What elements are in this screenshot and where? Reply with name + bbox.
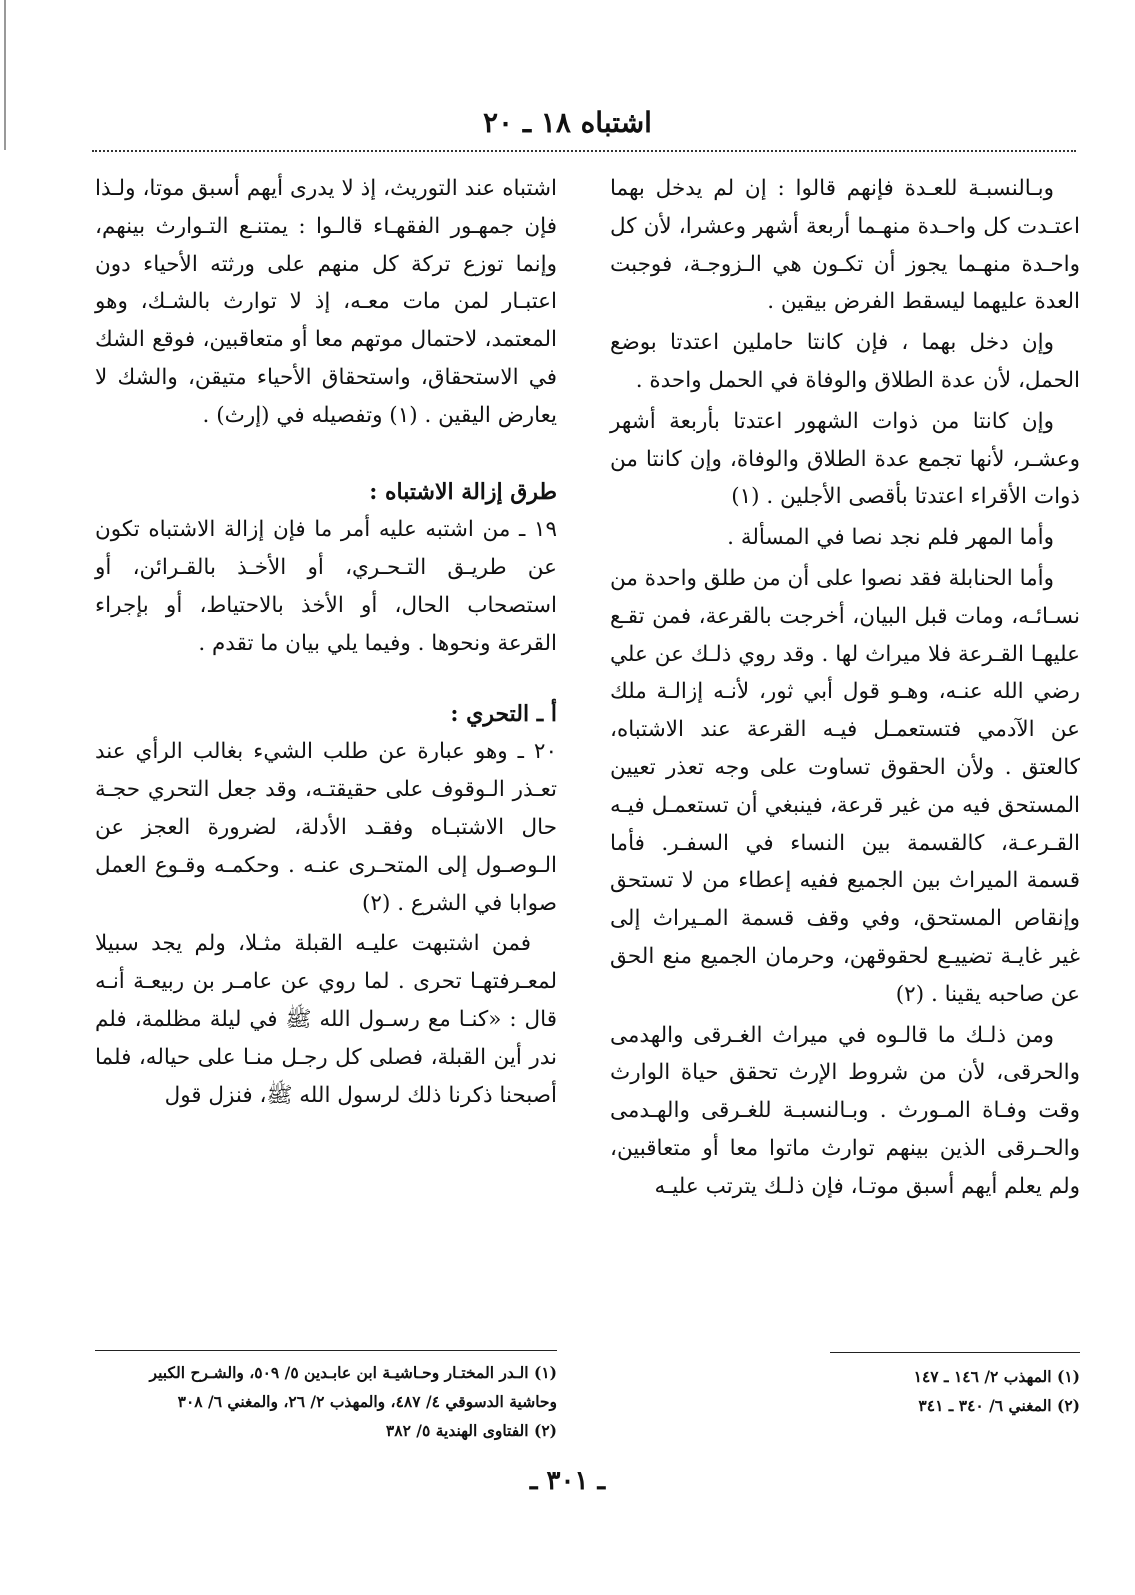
paragraph: وأما الحنابلة فقد نصوا على أن من طلق واحدة من نسـائـه، ومات قبل البيان، أخرجت بالقرعة، فمن تقـع عليهـا القـرعة فلا ميراث لها . وقد روي ذلـك عن علي رضي الله عنـه، وهـو قول أبي ثور، لأنـه إزالـة ملك عن الآدمي فتستعمـل فيـه القرعة عند الاشتباه، كالعتق . ولأن الحقوق تساوت على وجه تعذر تعيين المستحق فيه من غير قرعة، فينبغي أن تستعمـل فيـه القـرعـة، كالقسمة بين النساء في السفـر. فأما قسمة الميراث بين الجميع ففيه إعطاء من لا تستحق وإنقاص المستحق، وفي وقف قسمة المـيراث إلى غير غايـة تضييـع لحقوقهن، وحرمان الجميع منع الحق عن صاحبه يقينا . (٢): [610, 565, 1080, 1007]
footnote: (٢) الفتاوى الهندية ٥/ ٣٨٢: [385, 1421, 557, 1440]
paragraph: وأما المهر فلم نجد نصا في المسألة .: [727, 525, 1054, 551]
paragraph: وإن دخل بهما ، فإن كانتا حاملين اعتدتا بوضع الحمل، لأن عدة الطلاق والوفاة في الحمل واحدة .: [610, 330, 1080, 393]
footnote: (١) الـدر المختـار وحـاشيـة ابن عابـدين ٥/ ٥٠٩، والشـرح الكبير: [149, 1363, 557, 1382]
left-column: [95, 170, 557, 1117]
right-column: [610, 170, 1080, 1209]
footnote-rule-right: [830, 1352, 1080, 1353]
spacer: [95, 438, 557, 474]
footnotes-right: [830, 1362, 1080, 1420]
running-header: اشتباه ١٨ ـ ٢٠: [483, 106, 652, 139]
paragraph-20: ٢٠ ـ وهو عبارة عن طلب الشيء بغالب الرأي عند تعـذر الـوقوف على حقيقتـه، وقد جعل التحري حجـة حال الاشتبـاه وفقـد الأدلة، لضرورة العجز عن الـوصـول إلى المتحـرى عنـه . وحكمـه وقـوع العمل صوابا في الشرع . (٢): [95, 739, 557, 916]
footnotes-left: [95, 1358, 557, 1445]
page-number: ـ ٣٠١ ـ: [529, 1466, 606, 1496]
paragraph: فمن اشتبهت عليـه القبلة مثـلا، ولم يجد سبيلا لمعـرفتهـا تحرى . لما روي عن عامـر بن ربيعـة أنـه قال : «كنـا مع رسـول الله ﷺ في ليلة مظلمة، فلم ندر أين القبلة، فصلى كل رجـل منـا على حياله، فلما أصبحنا ذكرنا ذلك لرسول الله ﷺ، فنزل قول: [95, 931, 557, 1108]
paragraph-continuation: اشتباه عند التوريث، إذ لا يدرى أيهم أسبق موتا، ولـذا فإن جمهـور الفقهـاء قالـوا : يمتنـع التـوارث بينهم، وإنما توزع تركة كل منهم على ورثته الأحياء دون اعتبـار لمن مات معـه، إذ لا توارث بالشـك، وهو المعتمد، لاحتمال موتهم معا أو متعاقبين، فوقع الشك في الاستحقاق، واستحقاق الأحياء متيقن، والشك لا يعارض اليقين . (١) وتفصيله في (إرث) .: [95, 176, 557, 428]
section-heading: طرق إزالة الاشتباه :: [369, 478, 557, 505]
paragraph: ومن ذلـك ما قالـوه في ميراث الغـرقى والهدمى والحرقى، لأن من شروط الإرث تحقق حياة الوارث وقت وفـاة المـورث . وبـالنسبـة للغـرقى والهـدمى والحـرقى الذين بينهم توارث ماتوا معا أو متعاقبين، ولم يعلم أيهم أسبق موتـا، فإن ذلـك يترتب عليـه: [610, 1022, 1080, 1199]
spacer: [95, 666, 557, 696]
footnote: (٢) المغني ٦/ ٣٤٠ ـ ٣٤١: [918, 1396, 1080, 1415]
footnote: (١) المهذب ٢/ ١٤٦ ـ ١٤٧: [913, 1367, 1080, 1386]
paragraph: وبـالنسبـة للعـدة فإنهم قالوا : إن لم يدخل بهما اعتـدت كل واحـدة منهـما أربعة أشهر وعشرا، لأن كل واحـدة منهـما يجوز أن تكـون هي الـزوجـة، فوجبت العدة عليهما ليسقط الفرض بيقين .: [610, 176, 1080, 315]
footnote-rule-left: [95, 1350, 557, 1351]
subsection-heading: أ ـ التحري :: [450, 700, 557, 727]
paragraph: وإن كانتا من ذوات الشهور اعتدتا بأربعة أشهر وعشـر، لأنها تجمع عدة الطلاق والوفاة، وإن كانتا من ذوات الأقراء اعتدتا بأقصى الأجلين . (١): [610, 408, 1080, 510]
footnote-continuation: وحاشية الدسوقي ٤/ ٤٨٧، والمهذب ٢/ ٢٦، والمغني ٦/ ٣٠٨: [177, 1392, 557, 1411]
paragraph-19: ١٩ ـ من اشتبه عليه أمر ما فإن إزالة الاشتباه تكون عن طريـق التـحـري، أو الأخـذ بالقـرائن، أو استصحاب الحال، أو الأخذ بالاحتياط، أو بإجراء القرعة ونحوها . وفيما يلي بيان ما تقدم .: [95, 517, 557, 656]
header-dotted-rule: [92, 150, 1076, 152]
